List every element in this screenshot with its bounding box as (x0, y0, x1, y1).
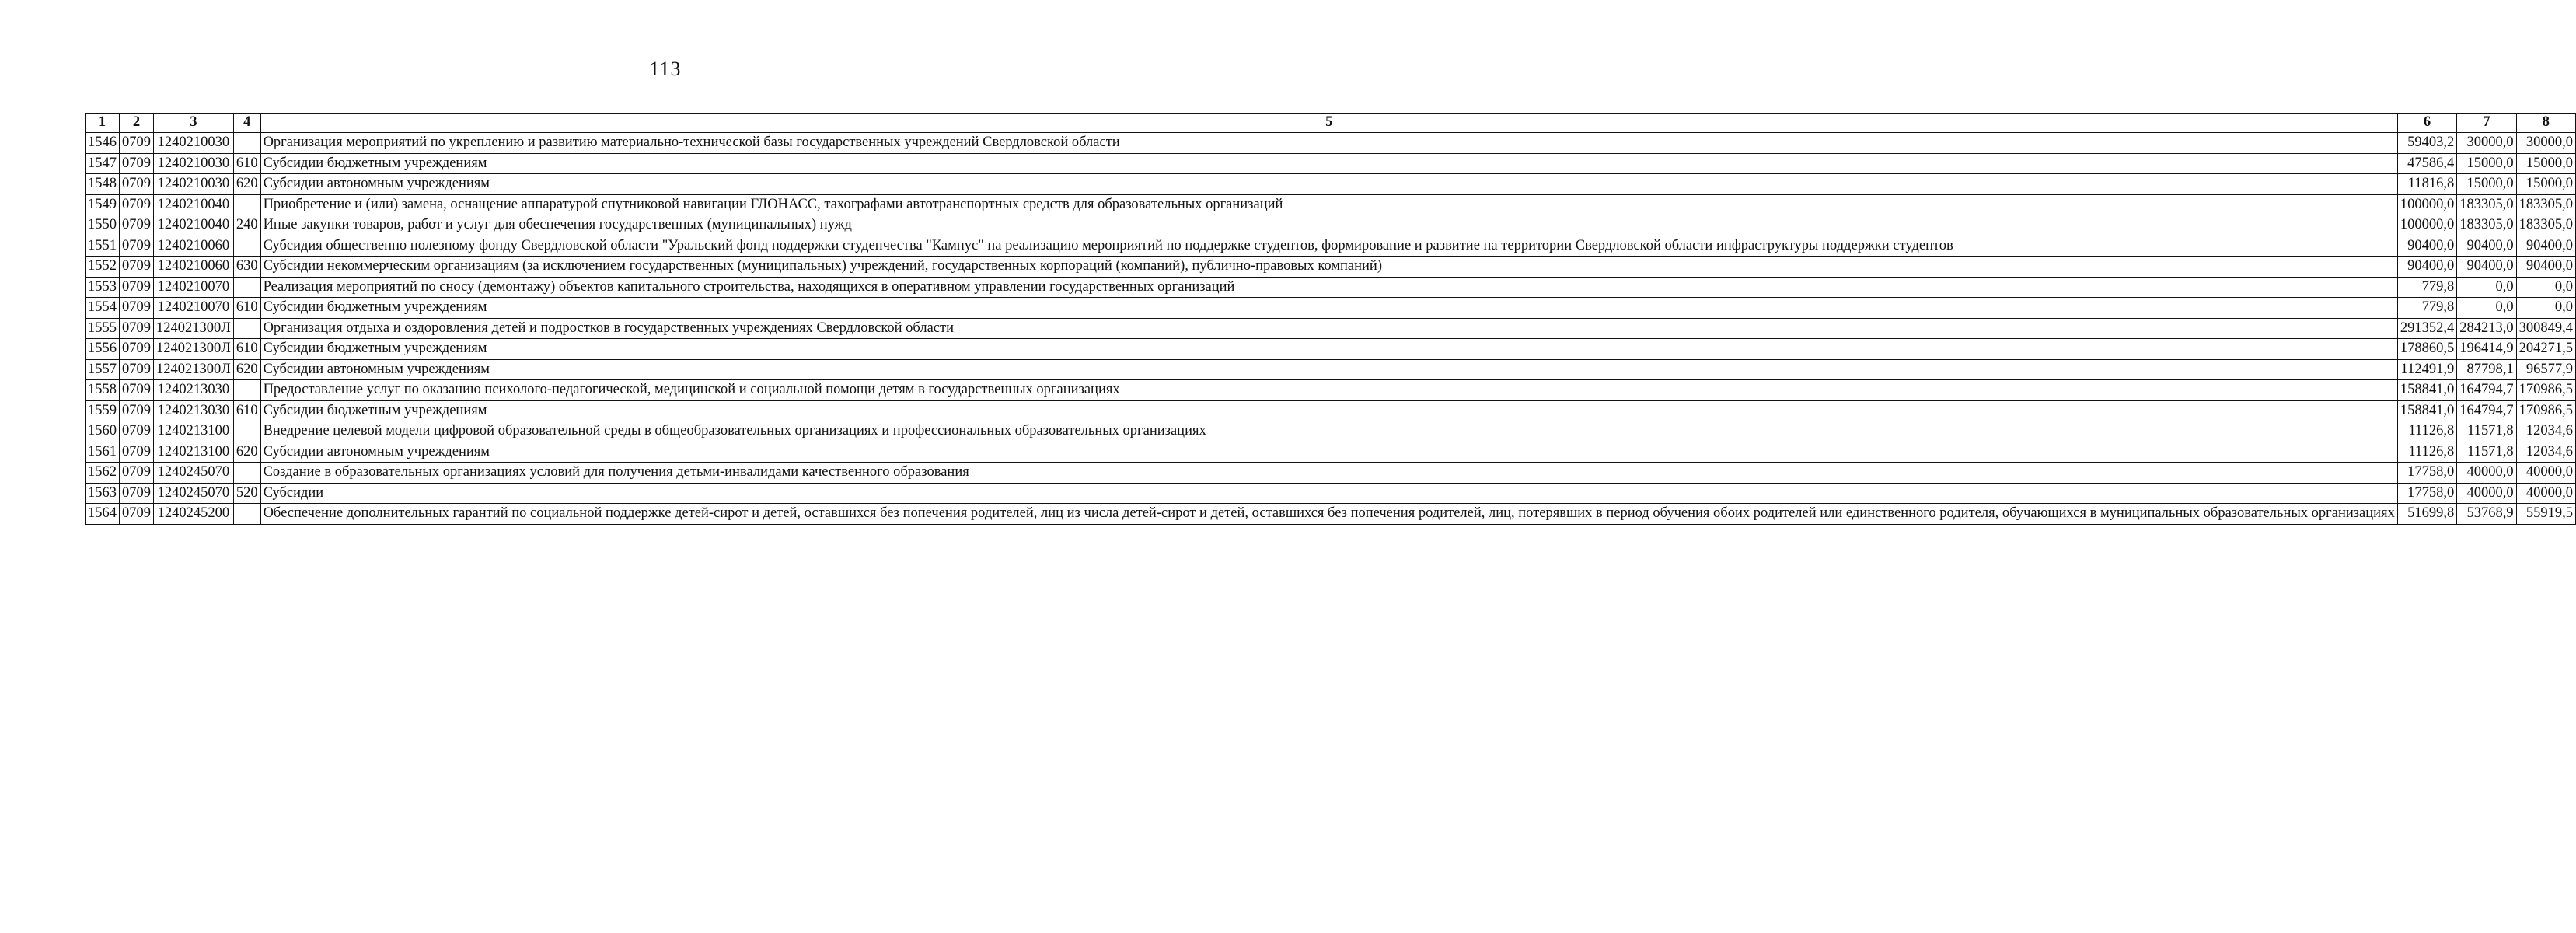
amount-col-6: 11126,8 (2397, 442, 2456, 463)
section-code: 0709 (120, 380, 154, 401)
amount-col-7: 11571,8 (2457, 421, 2516, 442)
amount-col-8: 183305,0 (2516, 215, 2575, 236)
amount-col-6: 779,8 (2397, 277, 2456, 298)
amount-col-6: 47586,4 (2397, 153, 2456, 174)
section-code: 0709 (120, 236, 154, 257)
expense-type-code: 620 (233, 174, 260, 195)
item-name: Организация отдыха и оздоровления детей и подростков в государственных учреждениях Свердловской области (260, 318, 2397, 339)
table-row (86, 133, 2576, 154)
expense-type-code (233, 380, 260, 401)
row-number: 1558 (86, 380, 120, 401)
table-row (86, 277, 2576, 298)
amount-col-8: 30000,0 (2516, 133, 2575, 154)
column-header: 8 (2516, 114, 2575, 133)
row-number: 1550 (86, 215, 120, 236)
table-row (86, 400, 2576, 421)
table-row (86, 339, 2576, 360)
table-row (86, 359, 2576, 380)
table-row (86, 483, 2576, 504)
table-row (86, 504, 2576, 525)
table-row (86, 257, 2576, 278)
amount-col-6: 90400,0 (2397, 257, 2456, 278)
row-number: 1556 (86, 339, 120, 360)
amount-col-7: 90400,0 (2457, 236, 2516, 257)
amount-col-8: 96577,9 (2516, 359, 2575, 380)
section-code: 0709 (120, 277, 154, 298)
expense-type-code: 610 (233, 400, 260, 421)
column-header: 2 (120, 114, 154, 133)
target-article-code: 1240210040 (154, 194, 234, 215)
section-code: 0709 (120, 298, 154, 319)
item-name: Субсидии (260, 483, 2397, 504)
expense-type-code: 620 (233, 359, 260, 380)
target-article-code: 124021300Л (154, 318, 234, 339)
item-name: Субсидии бюджетным учреждениям (260, 153, 2397, 174)
amount-col-6: 51699,8 (2397, 504, 2456, 525)
amount-col-6: 17758,0 (2397, 483, 2456, 504)
section-code: 0709 (120, 339, 154, 360)
section-code: 0709 (120, 504, 154, 525)
section-code: 0709 (120, 194, 154, 215)
amount-col-8: 40000,0 (2516, 463, 2575, 484)
amount-col-7: 0,0 (2457, 277, 2516, 298)
section-code: 0709 (120, 174, 154, 195)
amount-col-7: 284213,0 (2457, 318, 2516, 339)
target-article-code: 1240210040 (154, 215, 234, 236)
section-code: 0709 (120, 442, 154, 463)
amount-col-6: 112491,9 (2397, 359, 2456, 380)
table-row (86, 463, 2576, 484)
item-name: Субсидии автономным учреждениям (260, 442, 2397, 463)
item-name: Обеспечение дополнительных гарантий по социальной поддержке детей-сирот и детей, оставшихся без попечения родителей, лиц из числа детей-сирот и детей, оставшихся без попечения родителей, лиц, потерявших в период обучения обоих родителей или единственного родителя, обучающихся в муниципальных образовательных организациях (260, 504, 2397, 525)
row-number: 1549 (86, 194, 120, 215)
amount-col-8: 40000,0 (2516, 483, 2575, 504)
table-row (86, 194, 2576, 215)
amount-col-8: 0,0 (2516, 298, 2575, 319)
budget-table (85, 113, 2576, 525)
amount-col-8: 12034,6 (2516, 421, 2575, 442)
row-number: 1564 (86, 504, 120, 525)
item-name: Субсидии бюджетным учреждениям (260, 339, 2397, 360)
section-code: 0709 (120, 318, 154, 339)
expense-type-code: 610 (233, 153, 260, 174)
amount-col-8: 183305,0 (2516, 194, 2575, 215)
column-header: 6 (2397, 114, 2456, 133)
amount-col-8: 15000,0 (2516, 153, 2575, 174)
page-number: 113 (649, 58, 682, 80)
amount-col-6: 11126,8 (2397, 421, 2456, 442)
table-row (86, 318, 2576, 339)
expense-type-code (233, 236, 260, 257)
section-code: 0709 (120, 483, 154, 504)
expense-type-code (233, 194, 260, 215)
amount-col-6: 59403,2 (2397, 133, 2456, 154)
row-number: 1557 (86, 359, 120, 380)
target-article-code: 1240213030 (154, 400, 234, 421)
amount-col-7: 53768,9 (2457, 504, 2516, 525)
item-name: Субсидии автономным учреждениям (260, 174, 2397, 195)
item-name: Создание в образовательных организациях условий для получения детьми-инвалидами качественного образования (260, 463, 2397, 484)
amount-col-8: 300849,4 (2516, 318, 2575, 339)
expense-type-code: 240 (233, 215, 260, 236)
target-article-code: 1240210070 (154, 298, 234, 319)
amount-col-7: 40000,0 (2457, 483, 2516, 504)
amount-col-8: 90400,0 (2516, 257, 2575, 278)
table-row (86, 174, 2576, 195)
amount-col-8: 170986,5 (2516, 380, 2575, 401)
amount-col-6: 17758,0 (2397, 463, 2456, 484)
amount-col-7: 30000,0 (2457, 133, 2516, 154)
expense-type-code: 610 (233, 298, 260, 319)
target-article-code: 1240210030 (154, 133, 234, 154)
expense-type-code (233, 463, 260, 484)
column-header: 5 (260, 114, 2397, 133)
section-code: 0709 (120, 400, 154, 421)
row-number: 1559 (86, 400, 120, 421)
item-name: Внедрение целевой модели цифровой образовательной среды в общеобразовательных организациях и профессиональных образовательных организациях (260, 421, 2397, 442)
target-article-code: 1240210060 (154, 257, 234, 278)
section-code: 0709 (120, 257, 154, 278)
target-article-code: 1240213100 (154, 421, 234, 442)
amount-col-8: 15000,0 (2516, 174, 2575, 195)
amount-col-6: 100000,0 (2397, 215, 2456, 236)
row-number: 1560 (86, 421, 120, 442)
section-code: 0709 (120, 463, 154, 484)
target-article-code: 1240210060 (154, 236, 234, 257)
column-header: 3 (154, 114, 234, 133)
target-article-code: 124021300Л (154, 359, 234, 380)
item-name: Субсидии автономным учреждениям (260, 359, 2397, 380)
section-code: 0709 (120, 421, 154, 442)
expense-type-code: 620 (233, 442, 260, 463)
amount-col-6: 779,8 (2397, 298, 2456, 319)
amount-col-7: 183305,0 (2457, 194, 2516, 215)
row-number: 1562 (86, 463, 120, 484)
amount-col-7: 40000,0 (2457, 463, 2516, 484)
amount-col-6: 11816,8 (2397, 174, 2456, 195)
amount-col-6: 178860,5 (2397, 339, 2456, 360)
amount-col-8: 170986,5 (2516, 400, 2575, 421)
row-number: 1554 (86, 298, 120, 319)
target-article-code: 1240245200 (154, 504, 234, 525)
row-number: 1548 (86, 174, 120, 195)
amount-col-8: 55919,5 (2516, 504, 2575, 525)
column-header: 1 (86, 114, 120, 133)
table-row (86, 215, 2576, 236)
table-row (86, 442, 2576, 463)
row-number: 1555 (86, 318, 120, 339)
row-number: 1546 (86, 133, 120, 154)
section-code: 0709 (120, 359, 154, 380)
table-header-row (86, 114, 2576, 133)
target-article-code: 1240213100 (154, 442, 234, 463)
amount-col-8: 90400,0 (2516, 236, 2575, 257)
row-number: 1553 (86, 277, 120, 298)
expense-type-code (233, 504, 260, 525)
item-name: Иные закупки товаров, работ и услуг для обеспечения государственных (муниципальных) нужд (260, 215, 2397, 236)
target-article-code: 1240213030 (154, 380, 234, 401)
amount-col-8: 0,0 (2516, 277, 2575, 298)
section-code: 0709 (120, 153, 154, 174)
amount-col-7: 0,0 (2457, 298, 2516, 319)
column-header: 7 (2457, 114, 2516, 133)
amount-col-7: 164794,7 (2457, 380, 2516, 401)
section-code: 0709 (120, 133, 154, 154)
target-article-code: 1240210030 (154, 174, 234, 195)
row-number: 1563 (86, 483, 120, 504)
expense-type-code: 630 (233, 257, 260, 278)
amount-col-7: 196414,9 (2457, 339, 2516, 360)
expense-type-code (233, 318, 260, 339)
item-name: Организация мероприятий по укреплению и развитию материально-технической базы государственных учреждений Свердловской области (260, 133, 2397, 154)
row-number: 1551 (86, 236, 120, 257)
item-name: Приобретение и (или) замена, оснащение аппаратурой спутниковой навигации ГЛОНАСС, тахографами автотранспортных средств для образовательных организаций (260, 194, 2397, 215)
table-row (86, 421, 2576, 442)
row-number: 1547 (86, 153, 120, 174)
row-number: 1561 (86, 442, 120, 463)
item-name: Субсидии некоммерческим организациям (за исключением государственных (муниципальных) учреждений, государственных корпораций (компаний), публично-правовых компаний) (260, 257, 2397, 278)
item-name: Субсидия общественно полезному фонду Свердловской области "Уральский фонд поддержки студенчества "Кампус" на реализацию мероприятий по поддержке студентов, формирование и развитие на территории Свердловской области инфраструктуры поддержки студентов (260, 236, 2397, 257)
row-number: 1552 (86, 257, 120, 278)
amount-col-7: 15000,0 (2457, 153, 2516, 174)
expense-type-code: 520 (233, 483, 260, 504)
item-name: Предоставление услуг по оказанию психолого-педагогической, медицинской и социальной помощи детям в государственных организациях (260, 380, 2397, 401)
amount-col-7: 15000,0 (2457, 174, 2516, 195)
expense-type-code: 610 (233, 339, 260, 360)
section-code: 0709 (120, 215, 154, 236)
target-article-code: 1240245070 (154, 483, 234, 504)
column-header: 4 (233, 114, 260, 133)
amount-col-8: 204271,5 (2516, 339, 2575, 360)
target-article-code: 124021300Л (154, 339, 234, 360)
target-article-code: 1240210070 (154, 277, 234, 298)
table-body (86, 133, 2576, 525)
item-name: Субсидии бюджетным учреждениям (260, 400, 2397, 421)
amount-col-7: 183305,0 (2457, 215, 2516, 236)
amount-col-6: 158841,0 (2397, 380, 2456, 401)
amount-col-6: 100000,0 (2397, 194, 2456, 215)
expense-type-code (233, 133, 260, 154)
table-row (86, 380, 2576, 401)
amount-col-6: 291352,4 (2397, 318, 2456, 339)
amount-col-6: 158841,0 (2397, 400, 2456, 421)
expense-type-code (233, 421, 260, 442)
expense-type-code (233, 277, 260, 298)
amount-col-7: 87798,1 (2457, 359, 2516, 380)
amount-col-7: 164794,7 (2457, 400, 2516, 421)
amount-col-8: 12034,6 (2516, 442, 2575, 463)
target-article-code: 1240210030 (154, 153, 234, 174)
table-row (86, 153, 2576, 174)
item-name: Субсидии бюджетным учреждениям (260, 298, 2397, 319)
amount-col-6: 90400,0 (2397, 236, 2456, 257)
table-row (86, 298, 2576, 319)
amount-col-7: 90400,0 (2457, 257, 2516, 278)
amount-col-7: 11571,8 (2457, 442, 2516, 463)
item-name: Реализация мероприятий по сносу (демонтажу) объектов капитального строительства, находящихся в оперативном управлении государственных организаций (260, 277, 2397, 298)
table-row (86, 236, 2576, 257)
target-article-code: 1240245070 (154, 463, 234, 484)
